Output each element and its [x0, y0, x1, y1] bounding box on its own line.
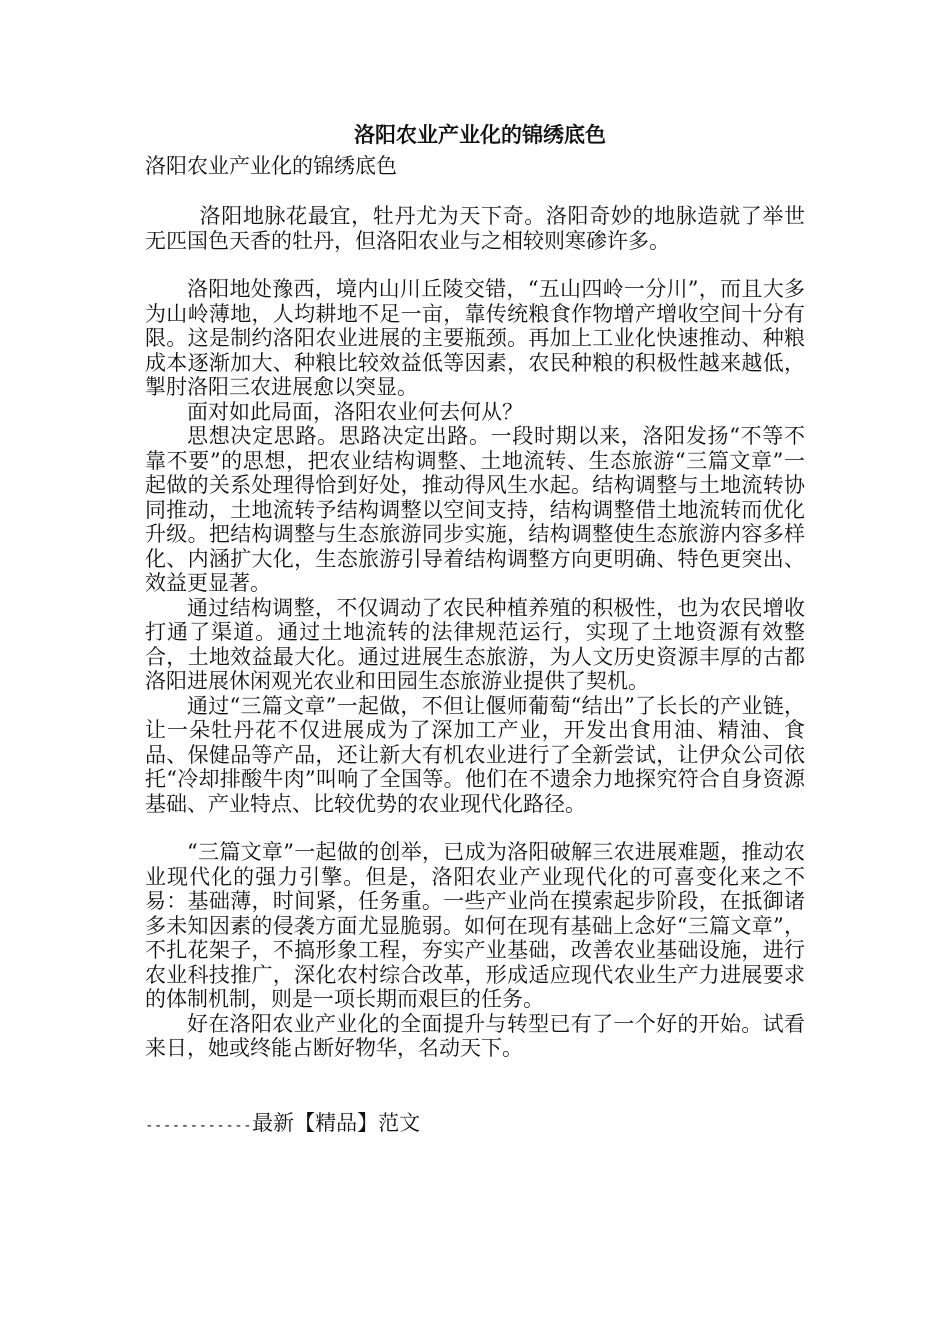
footer-dashes: ------------: [145, 1117, 253, 1134]
footer-text: 最新【精品】范文: [252, 1110, 421, 1135]
paragraph-2: 洛阳地处豫西，境内山川丘陵交错，“五山四岭一分川”，而且大多为山岭薄地，人均耕地不足一亩，靠传统粮食作物增产增收空间十分有限。这是制约洛阳农业进展的主要瓶颈。再加上工业化快速推动、种粮成本逐渐加大、种粮比较效益低等因素，农民种粮的积极性越来越低，掣肘洛阳三农进展愈以突显。: [145, 277, 805, 399]
document-subtitle: 洛阳农业产业化的锦绣底色: [145, 154, 397, 178]
document-page: [145, 118, 805, 1140]
document-footer: [145, 1109, 805, 1140]
paragraph-3: 面对如此局面，洛阳农业何去何从？: [187, 399, 523, 424]
paragraph-8: 好在洛阳农业产业化的全面提升与转型已有了一个好的开始。试看来日，她或终能占断好物华，名动天下。: [145, 1011, 805, 1060]
document-title: 洛阳农业产业化的锦绣底色: [354, 122, 606, 147]
paragraph-4: 思想决定思路。思路决定出路。一段时期以来，洛阳发扬“不等不靠不要”的思想，把农业结构调整、土地流转、生态旅游“三篇文章”一起做的关系处理得恰到好处，推动得风生水起。结构调整与土地流转协同推动，土地流转予结构调整以空间支持，结构调整借土地流转而优化升级。把结构调整与生态旅游同步实施，结构调整使生态旅游内容多样化、内涵扩大化，生态旅游引导着结构调整方向更明确、特色更突出、效益更显著。: [145, 424, 805, 595]
paragraph-7: “三篇文章”一起做的创举，已成为洛阳破解三农进展难题，推动农业现代化的强力引擎。但是，洛阳农业产业现代化的可喜变化来之不易：基础薄，时间紧，任务重。一些产业尚在摸索起步阶段，在抵御诸多未知因素的侵袭方面尤显脆弱。如何在现有基础上念好“三篇文章”，不扎花架子，不搞形象工程，夯实产业基础，改善农业基础设施，进行农业科技推广，深化农村综合改革，形成适应现代农业生产力进展要求的体制机制，则是一项长期而艰巨的任务。: [145, 840, 805, 1011]
paragraph-1: 洛阳地脉花最宜，牡丹尤为天下奇。洛阳奇妙的地脉造就了举世无匹国色天香的牡丹，但洛阳农业与之相较则寒碜许多。: [145, 204, 805, 253]
paragraph-6: 通过“三篇文章”一起做，不但让偃师葡萄“结出”了长长的产业链，让一朵牡丹花不仅进展成为了深加工产业，开发出食用油、精油、食品、保健品等产品，还让新大有机农业进行了全新尝试，让伊众公司依托“冷却排酸牛肉”叫响了全国等。他们在不遗余力地探究符合自身资源基础、产业特点、比较优势的农业现代化路径。: [145, 693, 805, 816]
paragraph-gap: [145, 253, 805, 277]
paragraph-5: 通过结构调整，不仅调动了农民种植养殖的积极性，也为农民增收打通了渠道。通过土地流转的法律规范运行，实现了土地资源有效整合，土地效益最大化。通过进展生态旅游，为人文历史资源丰厚的古都洛阳进展休闲观光农业和田园生态旅游业提供了契机。: [145, 595, 805, 693]
paragraph-gap: [145, 816, 805, 840]
